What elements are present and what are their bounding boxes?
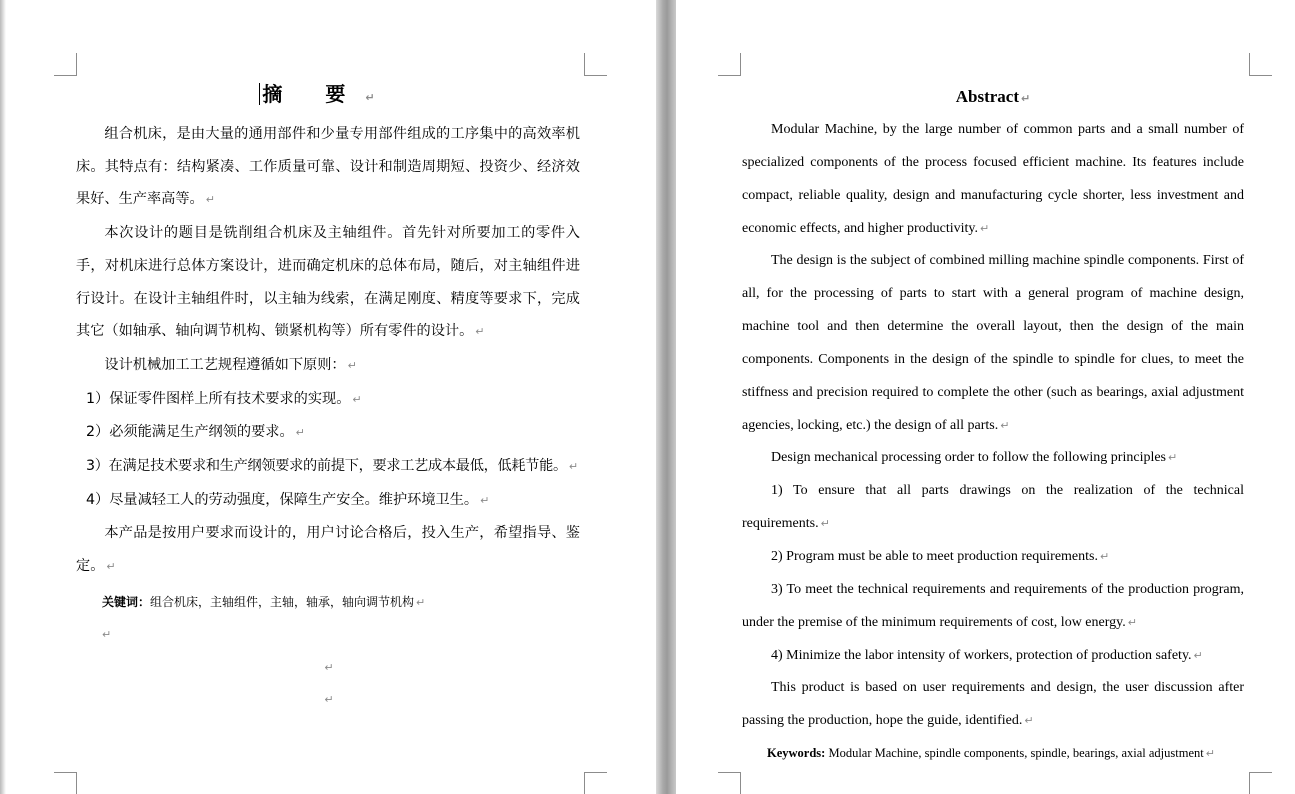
cn-list-item-1: 1）保证零件图样上所有技术要求的实现。 ↵ [86, 390, 362, 407]
en-abstract-body[interactable] [742, 114, 1244, 769]
paragraph-mark-icon: ↵ [1024, 714, 1034, 728]
paragraph-mark-icon: ↵ [475, 325, 485, 339]
paragraph-mark-icon: ↵ [979, 221, 990, 235]
paragraph-mark-icon: ↵ [106, 560, 116, 574]
crop-mark-bottom-right [584, 772, 607, 794]
page-edge-shadow [0, 0, 6, 794]
paragraph-mark-icon: ↵ [205, 193, 215, 207]
empty-paragraph [76, 618, 580, 651]
cn-list-item-4: 4）尽量减轻工人的劳动强度，保障生产安全。维护环境卫生。 ↵ [86, 491, 490, 508]
en-list-item-2: 2) Program must be able to meet production requirements. ↵ [771, 548, 1110, 564]
crop-mark-top-right [584, 53, 607, 76]
cn-keywords-label: 关键词： [102, 594, 151, 609]
cn-paragraph-3: 设计机械加工工艺规程遵循如下原则： ↵ [104, 356, 357, 373]
cn-keywords-text: 组合机床，主轴组件，主轴，轴承，轴向调节机构 [150, 594, 415, 609]
en-list-item-3: 3) To meet the technical requirements and requirements of the production program, under the premise of the minimum requirements of cost, low energy. ↵ [742, 581, 1244, 630]
cn-paragraph-2: 本次设计的题目是铣削组合机床及主轴组件。首先针对所要加工的零件入手，对机床进行总体方案设计，进而确定机床的总体布局，随后，对主轴组件进行设计。在设计主轴组件时，以主轴为线索，在满足刚度、精度等要求下，完成其它（如轴承、轴向调节机构、锁紧机构等）所有零件的设计。 ↵ [76, 225, 580, 340]
cn-paragraph-1: 组合机床，是由大量的通用部件和少量专用部件组成的工序集中的高效率机床。其特点有：结构紧凑、工作质量可靠、设计和制造周期短、投资少、经济效果好、生产率高等。 ↵ [76, 126, 580, 208]
en-keywords-text: Modular Machine, spindle components, spindle, bearings, axial adjustment [828, 746, 1204, 761]
cn-closing-paragraph: 本产品是按用户要求而设计的，用户讨论合格后，投入生产，希望指导、鉴定。 ↵ [76, 525, 580, 575]
en-list-item-4: 4) Minimize the labor intensity of workers, protection of production safety. ↵ [771, 647, 1203, 663]
cn-abstract-title[interactable] [76, 80, 576, 112]
crop-mark-bottom-left [718, 772, 741, 794]
en-keywords [742, 738, 1244, 769]
paragraph-mark-icon: ↵ [295, 426, 305, 440]
paragraph-mark-icon: ↵ [1193, 648, 1203, 662]
paragraph-mark-icon: ↵ [1021, 92, 1031, 105]
cn-list-item-2: 2）必须能满足生产纲领的要求。 ↵ [86, 424, 305, 441]
empty-paragraph [76, 683, 580, 715]
en-paragraph-1: Modular Machine, by the large number of common parts and a small number of specialized components of the process focused efficient machine. Its features include compact, reliable quality, design and manufacturing cycle shorter, less investment and economic effects, and higher productivity. ↵ [742, 122, 1244, 236]
cn-list-item-3: 3）在满足技术要求和生产纲领要求的前提下，要求工艺成本最低，低耗节能。 ↵ [86, 458, 578, 475]
text-cursor [259, 83, 260, 105]
paragraph-mark-icon: ↵ [1127, 615, 1137, 629]
paragraph-mark-icon: ↵ [1205, 747, 1215, 761]
paragraph-mark-icon: ↵ [568, 460, 578, 474]
paragraph-mark-icon: ↵ [324, 692, 334, 706]
en-paragraph-3: Design mechanical processing order to follow the following principles ↵ [771, 450, 1178, 466]
en-title-text: Abstract [955, 87, 1020, 106]
en-keywords-label: Keywords: [767, 746, 826, 761]
crop-mark-top-left [718, 53, 741, 76]
empty-paragraph [76, 651, 580, 683]
en-closing-paragraph: This product is based on user requirements and design, the user discussion after passing the production, hope the guide, identified. ↵ [742, 680, 1244, 729]
paragraph-mark-icon: ↵ [352, 392, 362, 406]
paragraph-mark-icon: ↵ [365, 91, 393, 104]
crop-mark-top-left [54, 53, 77, 76]
page-gutter [656, 0, 676, 794]
paragraph-mark-icon: ↵ [480, 493, 490, 507]
paragraph-mark-icon: ↵ [1168, 451, 1178, 465]
paragraph-mark-icon: ↵ [820, 517, 830, 531]
paragraph-mark-icon: ↵ [347, 358, 357, 372]
cn-title-text: 摘 要 [262, 82, 364, 106]
paragraph-mark-icon: ↵ [1000, 418, 1010, 432]
en-abstract-title[interactable] [742, 86, 1244, 110]
crop-mark-top-right [1249, 53, 1272, 76]
paragraph-mark-icon: ↵ [1099, 549, 1110, 563]
cn-keywords [76, 587, 580, 618]
en-paragraph-2: The design is the subject of combined milling machine spindle components. First of all, for the processing of parts to start with a general program of machine design, machine tool and then determine the overall layout, then the design of the main components. Components in the design of the spindle to spindle for clues, to meet the stiffness and precision required to complete the other (such as bearings, axial adjustment agencies, locking, etc.) the design of all parts. ↵ [742, 253, 1244, 433]
paragraph-mark-icon: ↵ [324, 660, 334, 674]
cn-abstract-body[interactable] [76, 118, 580, 715]
paragraph-mark-icon: ↵ [102, 627, 112, 641]
paragraph-mark-icon: ↵ [416, 595, 426, 609]
crop-mark-bottom-left [54, 772, 77, 794]
crop-mark-bottom-right [1249, 772, 1272, 794]
en-list-item-1: 1) To ensure that all parts drawings on the realization of the technical requirements. ↵ [742, 483, 1244, 532]
